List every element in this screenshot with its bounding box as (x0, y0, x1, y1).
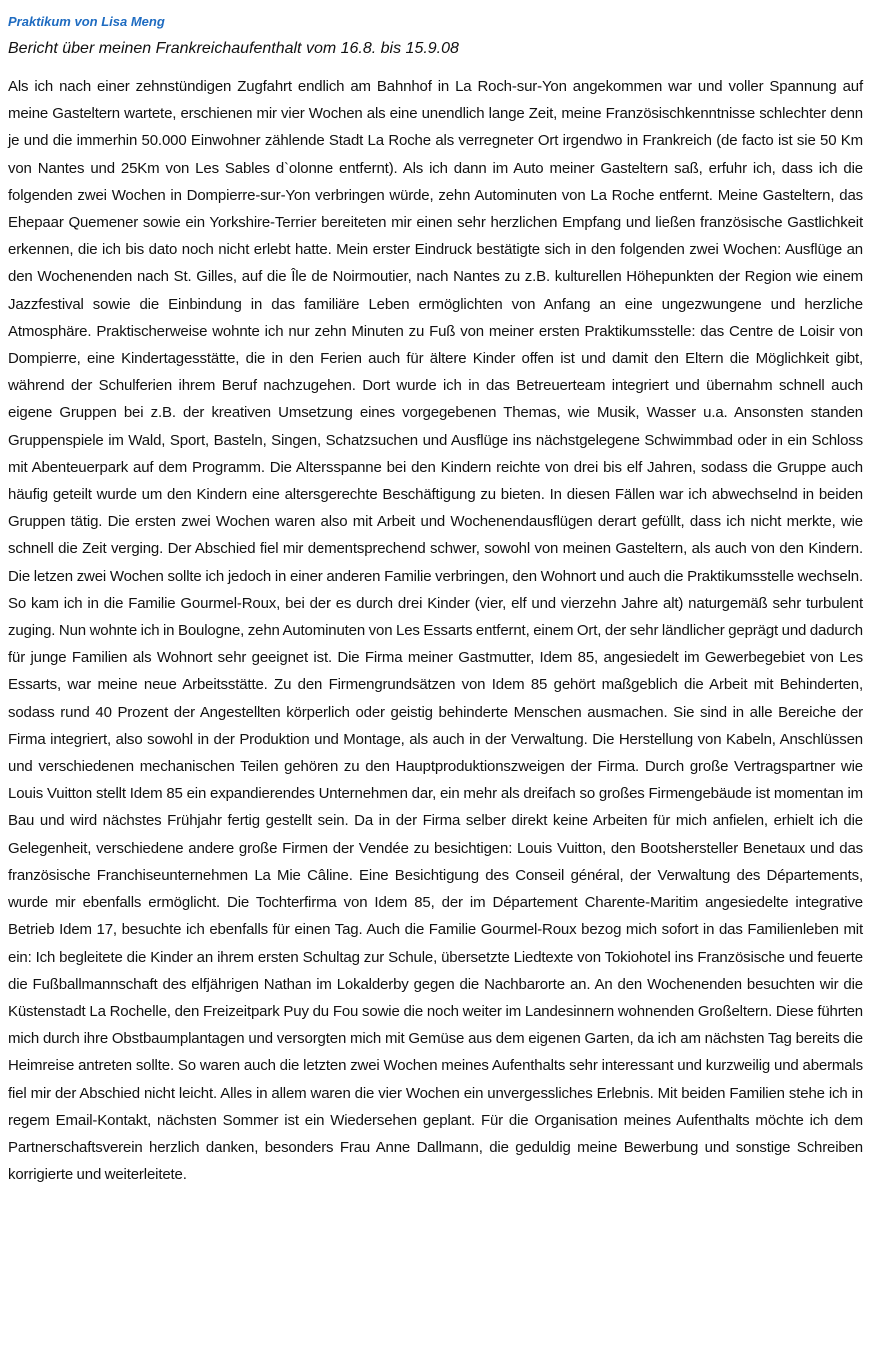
document-subtitle: Bericht über meinen Frankreichaufenthalt vom 16.8. bis 15.9.08 (8, 40, 459, 57)
report-body: Als ich nach einer zehnstündigen Zugfahrt endlich am Bahnhof in La Roch-sur-Yon angekommen war und voller Spannung auf meine Gasteltern wartete, erschienen mir vier Wochen als eine unendlich lange Zeit, meine Französischkenntnisse schlechter denn je und die immerhin 50.000 Einwohner zählende Stadt La Roche als verregneter Ort irgendwo in Frankreich (de facto ist sie 50 Km von Nantes und 25Km von Les Sables d`olonne entfernt). Als ich dann im Auto meiner Gasteltern saß, erfuhr ich, dass ich die folgenden zwei Wochen in Dompierre-sur-Yon verbringen würde, zehn Autominuten von La Roche entfernt. Meine Gasteltern, das Ehepaar Quemener sowie ein Yorkshire-Terrier bereiteten mir einen sehr herzlichen Empfang und ließen französische Gastlichkeit erkennen, die ich bis dato noch nicht erlebt hatte. Mein erster Eindruck bestätigte sich in den folgenden zwei Wochen: Ausflüge an den Wochenenden nach St. Gilles, auf die Île de Noirmoutier, nach Nantes zu z.B. kulturellen Höhepunkten der Region wie einem Jazzfestival sowie die Einbindung in das familiäre Leben ermöglichten von Anfang an eine ungezwungene und herzliche Atmosphäre. Praktischerweise wohnte ich nur zehn Minuten zu Fuß von meiner ersten Praktikumsstelle: das Centre de Loisir von Dompierre, eine Kindertagesstätte, die in den Ferien auch für ältere Kinder offen ist und damit den Eltern die Möglichkeit gibt, während der Schulferien ihrem Beruf nachzugehen. Dort wurde ich in das Betreuerteam integriert und übernahm schnell auch eigene Gruppen bei z.B. der kreativen Umsetzung eines vorgegebenen Themas, wie Musik, Wasser u.a. Ansonsten standen Gruppenspiele im Wald, Sport, Basteln, Singen, Schatzsuchen und Ausflüge ins nächstgelegene Schwimmbad oder in ein Schloss mit Abenteuerpark auf dem Programm. Die Altersspanne bei den Kindern reichte von drei bis elf Jahren, sodass die Gruppe auch häufig geteilt wurde um den Kindern eine altersgerechte Beschäftigung zu bieten. In diesen Fällen war ich abwechselnd in beiden Gruppen tätig. Die ersten zwei Wochen waren also mit Arbeit und Wochenendausflügen derart gefüllt, dass ich nicht merkte, wie schnell die Zeit verging. Der Abschied fiel mir dementsprechend schwer, sowohl von meinen Gasteltern, als auch von den Kindern. Die letzen zwei Wochen sollte ich jedoch in einer anderen Familie verbringen, den Wohnort und auch die Praktikumsstelle wechseln. So kam ich in die Familie Gourmel-Roux, bei der es durch drei Kinder (vier, elf und vierzehn Jahre alt) naturgemäß sehr turbulent zuging. Nun wohnte ich in Boulogne, zehn Autominuten von Les Essarts entfernt, einem Ort, der sehr ländlicher geprägt und dadurch für junge Familien als Wohnort sehr geeignet ist. Die Firma meiner Gastmutter, Idem 85, angesiedelt im Gewerbegebiet von Les Essarts, war meine neue Arbeitsstätte. Zu den Firmengrundsätzen von Idem 85 gehört maßgeblich die Arbeit mit Behinderten, sodass rund 40 Prozent der Angestellten körperlich oder geistig behinderte Menschen ausmachen. Sie sind in alle Bereiche der Firma integriert, also sowohl in der Produktion und Montage, als auch in der Verwaltung. Die Herstellung von Kabeln, Anschlüssen und verschiedenen mechanischen Teilen gehören zu den Hauptproduktionszweigen der Firma. Durch große Vertragspartner wie Louis Vuitton stellt Idem 85 ein expandierendes Unternehmen dar, ein mehr als dreifach so großes Firmengebäude ist momentan im Bau und wird nächstes Frühjahr fertig gestellt sein. Da in der Firma selber direkt keine Arbeiten für mich anfielen, erhielt ich die Gelegenheit, verschiedene andere große Firmen der Vendée zu besichtigen: Louis Vuitton, den Bootshersteller Benetaux und das französische Franchiseunternehmen La Mie Câline. Eine Besichtigung des Conseil général, der Verwaltung des Départements, wurde mir ebenfalls ermöglicht. Die Tochterfirma von Idem 85, der im Département Charente-Maritim angesiedelte integrative Betrieb Idem 17, besuchte ich ebenfalls für einen Tag. Auch die Familie Gourmel-Roux bezog mich sofort in das Familienleben mit ein: Ich begleitete die Kinder an ihrem ersten Schultag zur Schule, übersetzte Liedtexte von Tokiohotel ins Französische und feuerte die Fußballmannschaft des elfjährigen Nathan im Lokalderby gegen die Nachbarorte an. An den Wochenenden besuchten wir die Küstenstadt La Rochelle, den Freizeitpark Puy du Fou sowie die noch weiter im Landesinnern wohnenden Großeltern. Diese führten mich durch ihre Obstbaumplantagen und versorgten mich mit Gemüse aus dem eigenen Garten, da ich am nächsten Tag bereits die Heimreise antreten sollte. So waren auch die letzten zwei Wochen meines Aufenthalts sehr interessant und kurzweilig und abermals fiel mir der Abschied nicht leicht. Alles in allem waren die vier Wochen ein unvergessliches Erlebnis. Mit beiden Familien stehe ich in regem Email-Kontakt, nächsten Sommer ist ein Wiedersehen geplant. Für die Organisation meines Aufenthalts möchte ich dem Partnerschaftsverein herzlich danken, besonders Frau Anne Dallmann, die geduldig meine Bewerbung und sonstige Schreiben korrigierte und weiterleitete. (8, 78, 863, 1184)
document-header: Praktikum von Lisa Meng (8, 14, 165, 29)
